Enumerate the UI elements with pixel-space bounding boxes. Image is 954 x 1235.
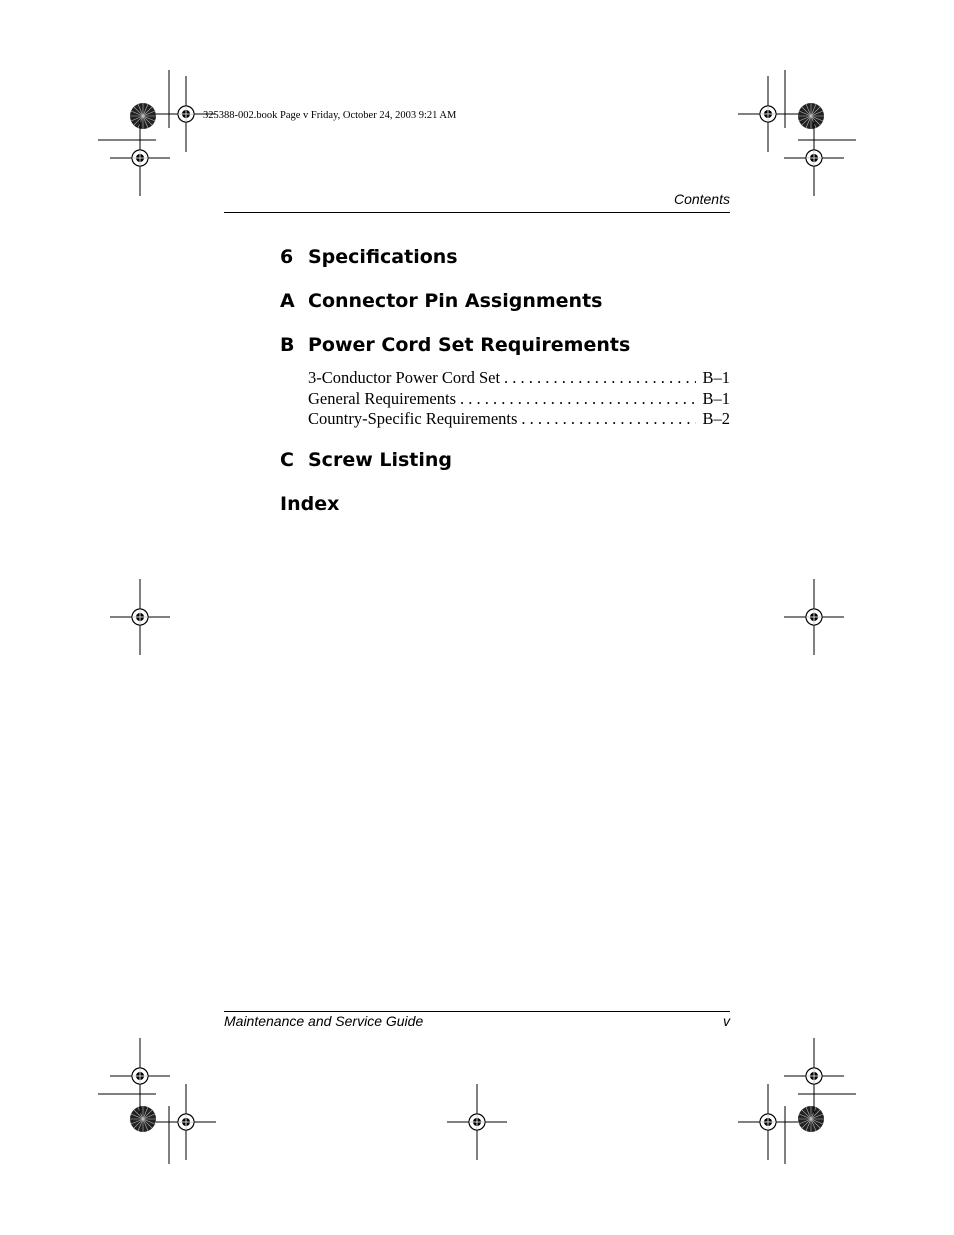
footer-title: Maintenance and Service Guide bbox=[224, 1013, 424, 1029]
toc-entry-page: B–2 bbox=[702, 409, 730, 428]
toc-heading-appendix-a[interactable] bbox=[280, 289, 602, 313]
chapter-number: 6 bbox=[280, 246, 294, 268]
footer-rule bbox=[224, 1011, 730, 1012]
print-slug: 325388-002.book Page v Friday, October 24, 2003 9:21 AM bbox=[203, 110, 457, 121]
appendix-title: Connector Pin Assignments bbox=[308, 290, 603, 312]
toc-heading-chapter-6[interactable] bbox=[280, 245, 458, 269]
footer-page-number: v bbox=[723, 1013, 730, 1029]
toc-entry-title: Country-Specific Requirements bbox=[308, 409, 518, 428]
running-head: Contents bbox=[673, 191, 730, 207]
appendix-letter: A bbox=[280, 290, 295, 312]
dot-leader bbox=[521, 409, 696, 429]
index-title: Index bbox=[280, 493, 340, 515]
toc-entry-title: General Requirements bbox=[308, 389, 456, 408]
toc-entry[interactable] bbox=[308, 368, 730, 388]
toc-heading-appendix-c[interactable] bbox=[280, 448, 452, 472]
toc-heading-index[interactable] bbox=[280, 492, 339, 516]
header-rule bbox=[224, 212, 730, 213]
toc-heading-appendix-b[interactable] bbox=[280, 333, 630, 357]
toc-entry-title: 3-Conductor Power Cord Set bbox=[308, 368, 501, 387]
dot-leader bbox=[460, 389, 697, 409]
appendix-title: Power Cord Set Requirements bbox=[308, 334, 631, 356]
toc-entry[interactable] bbox=[308, 389, 730, 409]
appendix-title: Screw Listing bbox=[308, 449, 453, 471]
toc-entry-page: B–1 bbox=[702, 368, 730, 387]
appendix-letter: B bbox=[280, 334, 295, 356]
chapter-title: Specifications bbox=[308, 246, 458, 268]
dot-leader bbox=[504, 368, 696, 388]
appendix-letter: C bbox=[280, 449, 294, 471]
toc-entry[interactable] bbox=[308, 409, 730, 429]
toc-entry-page: B–1 bbox=[702, 389, 730, 408]
